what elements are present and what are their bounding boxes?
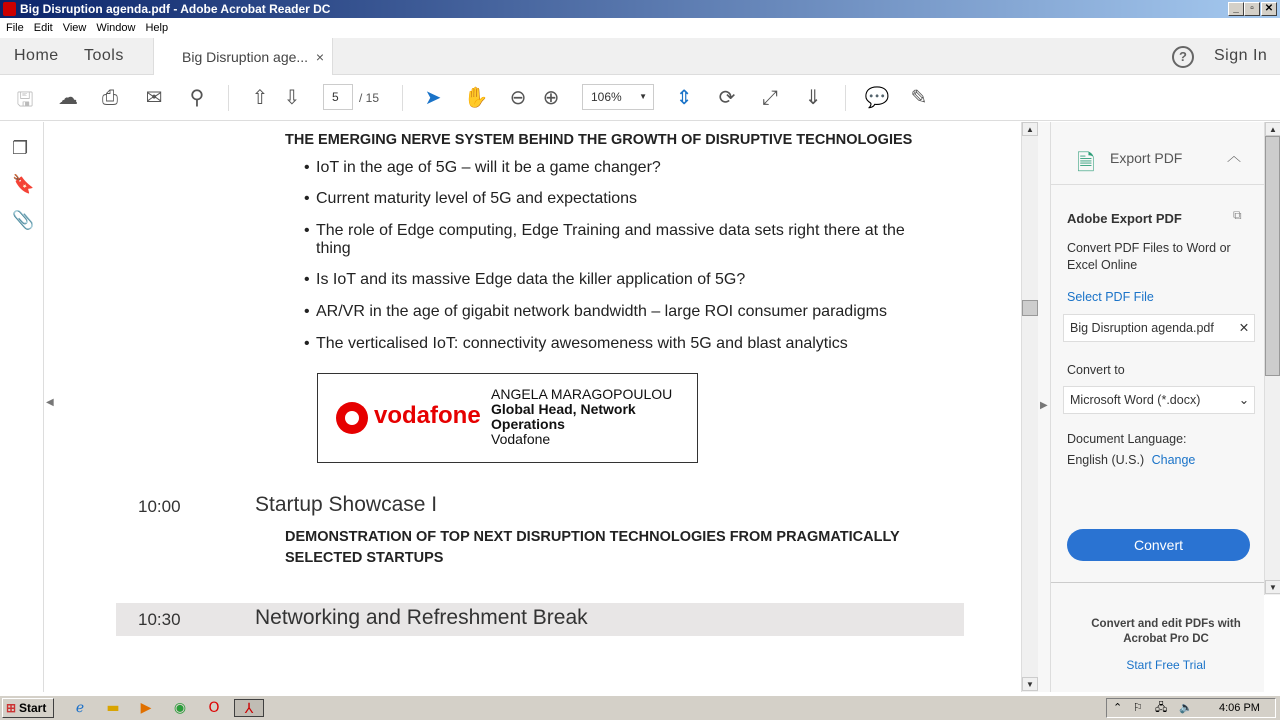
fullscreen-icon[interactable]: ⤢ [762, 85, 778, 109]
start-label: Start [19, 701, 47, 715]
menu-help[interactable]: Help [145, 22, 169, 34]
folder-icon[interactable]: ▬ [106, 700, 120, 716]
speaker-company: Vodafone [491, 431, 551, 447]
attachment-icon[interactable]: 📎 [12, 210, 35, 231]
comment-icon[interactable]: 💬 [864, 85, 890, 109]
help-icon[interactable]: ? [1172, 46, 1194, 68]
session-time: 10:00 [138, 497, 181, 516]
hand-tool-icon[interactable]: ✋ [463, 85, 489, 109]
chevron-down-icon: ⌄ [1238, 393, 1250, 407]
panel-scroll-thumb[interactable] [1265, 136, 1280, 376]
volume-icon[interactable]: 🔈 [1179, 702, 1193, 714]
section-title: Adobe Export PDF [1067, 211, 1182, 226]
export-pdf-panel [1050, 122, 1264, 692]
panel-header[interactable]: Export PDF [1110, 150, 1183, 166]
remove-file-icon[interactable]: ✕ [1238, 321, 1250, 335]
selected-file-field[interactable] [1063, 314, 1255, 342]
rotate-icon[interactable]: ⟳ [718, 85, 736, 109]
vodafone-logo-icon [336, 402, 368, 434]
panel-scroll-down-icon[interactable]: ▼ [1265, 580, 1280, 594]
network-icon[interactable]: 🖧 [1155, 702, 1168, 714]
upload-cloud-icon[interactable]: ☁ [58, 85, 78, 109]
convert-to-label: Convert to [1067, 363, 1125, 377]
search-icon[interactable]: ⚲ [189, 85, 205, 109]
scroll-down-icon[interactable]: ▼ [1022, 677, 1038, 691]
vodafone-logo-text: vodafone [374, 402, 481, 429]
next-page-icon[interactable]: ⇩ [283, 85, 301, 109]
media-player-icon[interactable]: ▶ [140, 700, 152, 716]
print-icon[interactable]: ⎙ [102, 85, 118, 109]
session-description: DEMONSTRATION OF TOP NEXT DISRUPTION TECHNOLOGIES FROM PRAGMATICALLY SELECTED STARTUPS [285, 529, 900, 566]
sign-in-link[interactable]: Sign In [1214, 47, 1268, 64]
speaker-card [317, 373, 698, 463]
close-tab-icon[interactable]: × [315, 49, 324, 65]
save-icon[interactable]: 🖫 [16, 87, 34, 111]
session-time: 10:30 [138, 610, 181, 629]
pdf-page [58, 122, 1018, 692]
left-rail [0, 122, 44, 692]
convert-to-select[interactable] [1063, 386, 1255, 414]
menu-edit[interactable]: Edit [33, 22, 53, 34]
zoom-out-icon[interactable]: ⊖ [509, 85, 527, 109]
collapse-left-icon[interactable]: ◀ [46, 397, 54, 408]
flag-icon[interactable]: ⚐ [1133, 702, 1143, 714]
clock[interactable]: 4:06 PM [1219, 702, 1260, 714]
change-language-link[interactable]: Change [1151, 453, 1196, 467]
menu-window[interactable]: Window [96, 22, 136, 34]
speaker-title: Global Head, Network Operations [491, 401, 636, 432]
zoom-in-icon[interactable]: ⊕ [542, 85, 560, 109]
start-free-trial-link[interactable]: Start Free Trial [1126, 658, 1206, 672]
scroll-up-icon[interactable]: ▲ [1022, 122, 1038, 136]
language-value: English (U.S.) [1067, 453, 1145, 467]
prev-page-icon[interactable]: ⇧ [251, 85, 269, 109]
menu-bar [0, 18, 1280, 38]
fit-page-icon[interactable]: ⇕ [675, 85, 693, 109]
zoom-value: 106% [591, 90, 622, 104]
maximize-button[interactable]: ▫ [1244, 2, 1260, 16]
title-bar [0, 0, 1280, 18]
system-tray [1106, 698, 1276, 718]
ie-icon[interactable]: ℯ [75, 700, 85, 716]
panel-scroll-up-icon[interactable]: ▲ [1265, 122, 1280, 136]
select-pdf-file-link[interactable]: Select PDF File [1067, 290, 1154, 304]
taskbar-acrobat-button[interactable]: ⅄ [234, 699, 264, 717]
tray-expand-icon[interactable]: ⌃ [1113, 702, 1123, 714]
bullet-item: • Is IoT and its massive Edge data the killer application of 5G? [316, 271, 936, 289]
bullet-item: • The role of Edge computing, Edge Training and massive data sets right there at the thing [316, 222, 906, 258]
minimize-button[interactable]: _ [1228, 2, 1244, 16]
opera-icon[interactable]: O [208, 700, 220, 716]
language-label: Document Language: [1067, 432, 1187, 446]
bullet-item: • AR/VR in the age of gigabit network bandwidth – large ROI consumer paradigms [316, 303, 996, 321]
session-title: Startup Showcase I [255, 493, 438, 516]
close-button[interactable]: ✕ [1261, 2, 1277, 16]
pages-icon[interactable]: ❐ [12, 138, 29, 159]
toolbar [0, 75, 1280, 121]
section-heading: THE EMERGING NERVE SYSTEM BEHIND THE GROWTH OF DISRUPTIVE TECHNOLOGIES [285, 132, 913, 148]
bullet-item: • The verticalised IoT: connectivity awesomeness with 5G and blast analytics [316, 335, 996, 353]
menu-view[interactable]: View [62, 22, 87, 34]
tab-home[interactable]: Home [14, 47, 59, 64]
page-number-input[interactable]: 5 [323, 84, 353, 110]
bullet-item: • Current maturity level of 5G and expectations [316, 190, 936, 208]
convert-to-value: Microsoft Word (*.docx) [1070, 393, 1201, 407]
speaker-name: ANGELA MARAGOPOULOU [491, 386, 673, 402]
email-icon[interactable]: ✉ [145, 85, 163, 109]
convert-button[interactable]: Convert [1067, 529, 1250, 561]
select-cursor-icon[interactable]: ➤ [424, 85, 442, 109]
tab-tools[interactable]: Tools [84, 47, 124, 64]
collapse-chevron-icon[interactable]: ︿ [1227, 148, 1241, 164]
selected-file-name: Big Disruption agenda.pdf [1070, 321, 1214, 335]
scroll-mode-icon[interactable]: ⇓ [804, 85, 822, 109]
copy-icon[interactable]: ⧉ [1233, 208, 1242, 222]
menu-file[interactable]: File [6, 22, 24, 34]
highlight-pen-icon[interactable]: ✎ [910, 85, 928, 109]
session-title: Networking and Refreshment Break [255, 606, 588, 629]
page-total: / 15 [359, 91, 380, 105]
promo-text: Convert and edit PDFs with Acrobat Pro DC [1091, 618, 1241, 645]
panel-description: Convert PDF Files to Word or Excel Online [1067, 241, 1231, 272]
document-scrollbar[interactable] [1021, 122, 1038, 692]
panel-scrollbar[interactable] [1264, 122, 1280, 595]
taskbar [0, 695, 1280, 720]
bookmark-icon[interactable]: 🔖 [12, 174, 35, 195]
acrobat-icon [3, 2, 16, 16]
start-button[interactable]: ⊞ Start [2, 698, 54, 718]
chrome-icon[interactable]: ◉ [173, 700, 187, 716]
export-pdf-icon: 🗎 [1077, 151, 1095, 176]
tab-bar [0, 38, 1280, 75]
window-title: Big Disruption agenda.pdf - Adobe Acrobat Reader DC [20, 2, 331, 16]
tab-document-label: Big Disruption age... [182, 49, 309, 65]
tab-document[interactable] [153, 38, 333, 76]
document-view [58, 122, 1021, 692]
expand-right-pane-icon[interactable]: ▶ [1040, 400, 1048, 411]
scroll-thumb[interactable] [1022, 300, 1038, 316]
zoom-select[interactable]: 106% ▼ [582, 84, 654, 110]
bullet-item: • IoT in the age of 5G – will it be a game changer? [316, 159, 936, 177]
